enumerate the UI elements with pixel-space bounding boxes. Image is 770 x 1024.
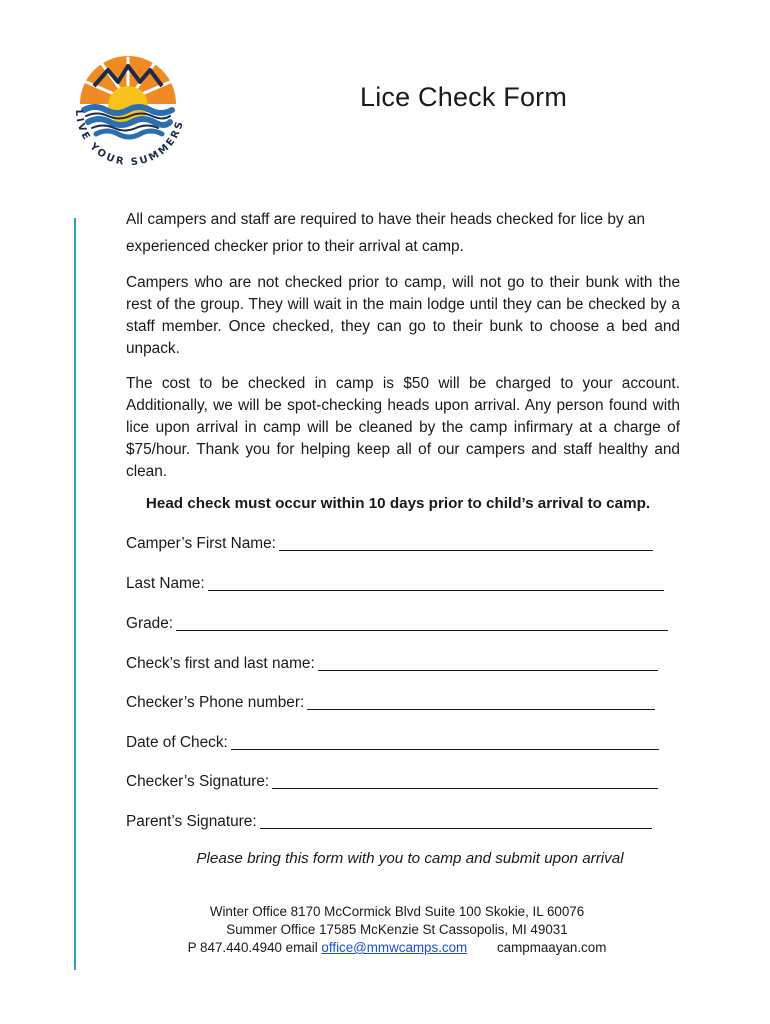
unchecked-campers-paragraph: Campers who are not checked prior to camp, will not go to their bunk with the rest of the group. They will wait in the main lodge until they can be checked by a staff member. Once checked, they can go to their bunk to choose a bed and unpack. <box>126 274 680 357</box>
field-label: Checker’s Signature: <box>126 773 270 790</box>
head-check-notice: Head check must occur within 10 days prior to child’s arrival to camp. <box>145 495 651 512</box>
date-of-check-field[interactable] <box>126 732 659 754</box>
field-blank-line[interactable] <box>307 708 655 710</box>
cost-paragraph: The cost to be checked in camp is $50 will be charged to your account. Additionally, we will be spot-checking heads upon arrival. Any person found with lice upon arrival in camp will be cleaned by the camp infirmary at a charge of $75/hour. Thank you for helping keep all of our campers and staff healthy and clean. <box>126 375 680 480</box>
checker-name-field[interactable] <box>126 653 658 675</box>
email-link[interactable]: office@mmwcamps.com <box>321 940 468 955</box>
field-blank-line[interactable] <box>176 629 668 631</box>
field-label: Date of Check: <box>126 734 228 751</box>
field-label: Checker’s Phone number: <box>126 694 305 711</box>
website-text[interactable]: campmaayan.com <box>496 940 607 955</box>
field-blank-line[interactable] <box>272 787 658 789</box>
field-label: Check’s first and last name: <box>126 655 315 672</box>
page-title: Lice Check Form <box>360 82 568 112</box>
parent-signature-field[interactable] <box>126 811 652 833</box>
field-label: Last Name: <box>126 575 205 592</box>
field-blank-line[interactable] <box>231 748 659 750</box>
field-label: Grade: <box>126 615 174 632</box>
grade-field[interactable] <box>126 613 668 635</box>
last-name-field[interactable] <box>126 573 664 595</box>
field-blank-line[interactable] <box>318 669 658 671</box>
camp-logo <box>62 40 190 168</box>
logo-tagline: LIVE YOUR SUMMERS <box>72 109 187 168</box>
field-label: Parent’s Signature: <box>126 813 257 830</box>
checker-phone-field[interactable] <box>126 692 655 714</box>
winter-office-address: Winter Office 8170 McCormick Blvd Suite 100 Skokie, IL 60076 <box>209 904 585 919</box>
field-blank-line[interactable] <box>279 549 653 551</box>
footer-contact <box>0 903 770 957</box>
intro-paragraph: All campers and staff are required to have their heads checked for lice by an experienced checker prior to their arrival at camp. <box>126 211 646 255</box>
waves-icon <box>84 107 172 137</box>
summer-office-address: Summer Office 17585 McKenzie St Cassopolis, MI 49031 <box>226 922 568 937</box>
checker-signature-field[interactable] <box>126 771 658 793</box>
phone-email-line <box>24 939 770 957</box>
field-label: Camper’s First Name: <box>126 535 276 552</box>
field-blank-line[interactable] <box>208 589 664 591</box>
field-blank-line[interactable] <box>260 827 652 829</box>
campers-first-name-field[interactable] <box>126 533 653 555</box>
submission-instructions: Please bring this form with you to camp and submit upon arrival <box>196 850 624 867</box>
phone-email-prefix: P 847.440.4940 email <box>187 940 318 955</box>
